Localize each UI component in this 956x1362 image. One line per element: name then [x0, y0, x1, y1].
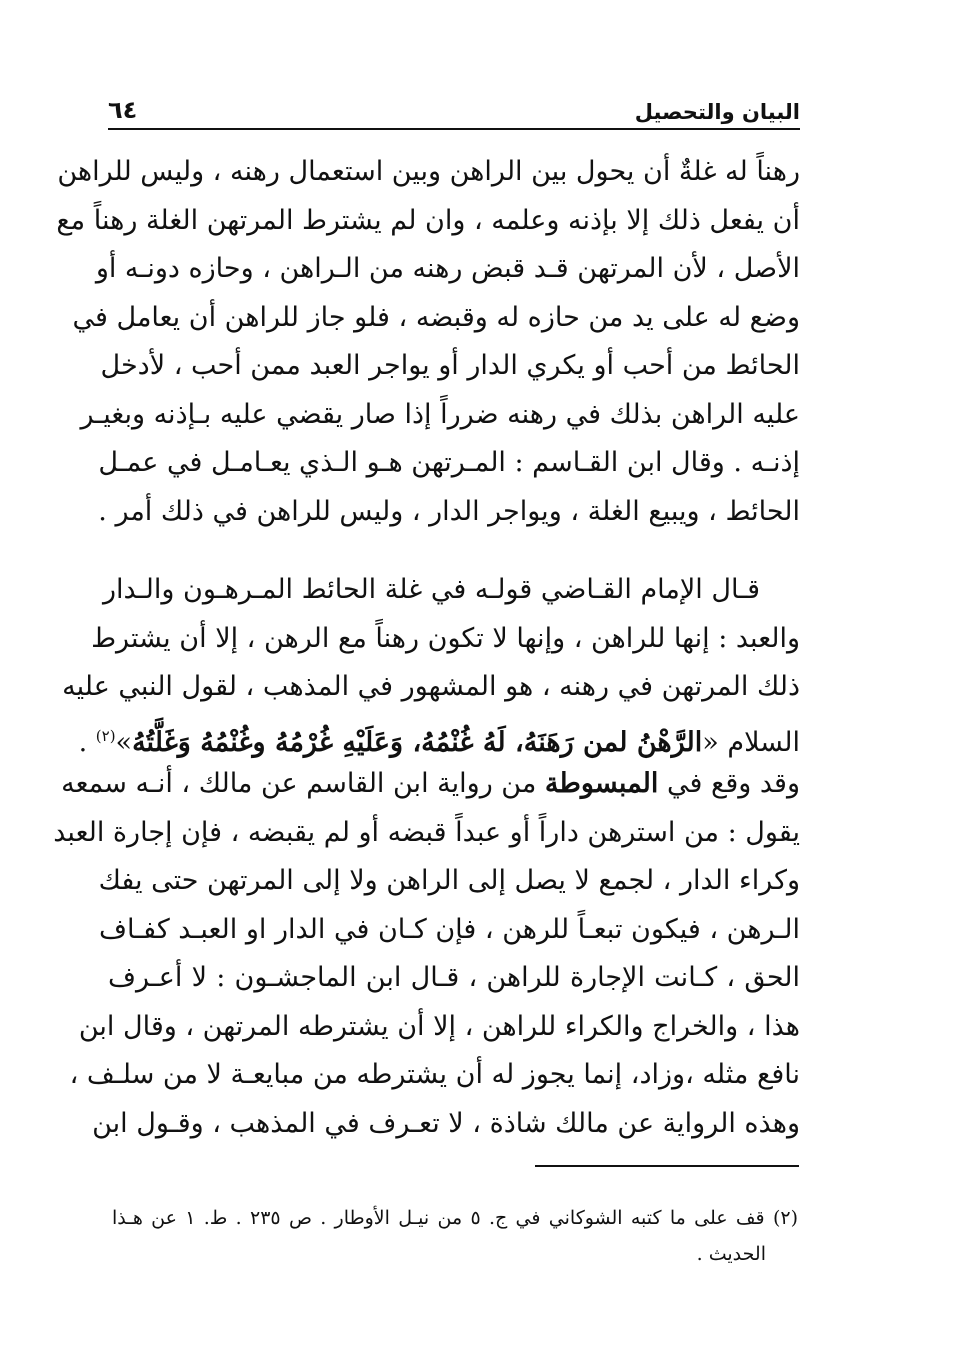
text-line: قـال الإمام القـاضي قولـه في غلة الحائط المـرهـون والـدار	[103, 574, 760, 605]
text-line: وكراء الدار ، لجمع لا يصل إلى الراهن ولا إلى المرتهن حتى يفك	[98, 865, 800, 896]
footnote-marker: (٢)	[95, 726, 116, 745]
text-line: نافع مثله ،وزاد، إنما يجوز له أن يشترطه من مبايعـة لا من سلـف ،	[69, 1059, 800, 1090]
text-line-hadith	[78, 712, 800, 761]
text-line: هذا ، والخراج والكراء للراهن ، إلا أن يشترطه المرتهن ، وقال ابن	[78, 1010, 800, 1042]
text-line: وضع له على يد من حازه له وقبضه ، فلو جاز للراهن أن يعامل في	[72, 301, 800, 333]
text-line: يقول : من استرهن داراً أو عبداً قبضه أو لم يقبضه ، فإن إجارة العبد	[53, 816, 800, 848]
footnotes	[112, 1200, 798, 1272]
running-header	[108, 80, 800, 130]
text-line	[61, 760, 800, 809]
footnote-line: الحديث .	[696, 1243, 766, 1265]
text-line: الحائط ، ويبيع الغلة ، ويواجر الدار ، وليس للراهن في ذلك أمر .	[98, 495, 800, 527]
paragraph-2	[53, 566, 800, 1148]
text-line: ذلك المرتهن في رهنه ، هو المشهور في المذهب ، لقول النبي عليه	[62, 671, 800, 702]
text-line: وهذه الرواية عن مالك شاذة ، لا تعـرف في المذهب ، وقـول ابن	[92, 1107, 800, 1139]
footnote-divider	[535, 1165, 799, 1167]
text-line: الـرهن ، فيكون تبعـاً للرهن ، فإن كـان في الدار او العبـد كفـاف	[99, 913, 800, 945]
text-fragment: »	[115, 726, 133, 758]
text-line: إذنـه . وقال ابن القـاسم : المـرتهن هـو الـذي يعـامـل في عمـل	[98, 447, 800, 478]
footnote-line: (٢) قف على ما كتبه الشوكاني في ج. ٥ من نيـل الأوطار . ص ٢٣٥ . ط. ١ عن هـذا	[112, 1207, 798, 1229]
book-title: البيان والتحصيل	[634, 100, 800, 124]
text-fragment: .	[78, 726, 96, 758]
book-reference: المبسوطة	[544, 768, 659, 799]
hadith-quote: الرَّهْنُ لمن رَهَنَهُ، لَهُ غُنْمُهُ، وَعَلَيْهِ غُرْمُهُ وغُنْمُهُ وَغَلَّتُهُ	[132, 726, 703, 758]
text-line: أن يفعل ذلك إلا بإذنه وعلمه ، وان لم يشترط المرتهن الغلة رهناً مع	[56, 204, 800, 236]
text-fragment: من رواية ابن القاسم عن مالك ، أنـه سمعه	[61, 768, 545, 799]
text-line: الأصل ، لأن المرتهن قـد قبض رهنه من الـراهن ، وحازه دونـه أو	[95, 253, 800, 284]
text-line: الحائط من أحب أو يكري الدار أو يواجر العبد ممن أحب ، لأدخل	[100, 350, 800, 381]
text-line: رهناً له غلةٌ أن يحول بين الراهن وبين استعمال رهنه ، وليس للراهن	[57, 156, 800, 187]
page-number: ٦٤	[108, 96, 138, 124]
text-fragment: وقد وقع في	[658, 768, 800, 799]
text-fragment: السلام «	[702, 726, 800, 758]
text-line: الحق ، كـانت الإجارة للراهن ، قـال ابن الماجشـون : لا أعـرف	[108, 962, 800, 993]
text-line: والعبد : إنها للراهن ، وإنها لا تكون رهناً مع الرهن ، إلا أن يشترط	[91, 622, 800, 654]
text-line: عليه الراهن بذلك في رهنه ضرراً إذا صار يقضي عليه بـإذنه وبغيـر	[80, 398, 800, 430]
paragraph-1	[56, 148, 800, 536]
